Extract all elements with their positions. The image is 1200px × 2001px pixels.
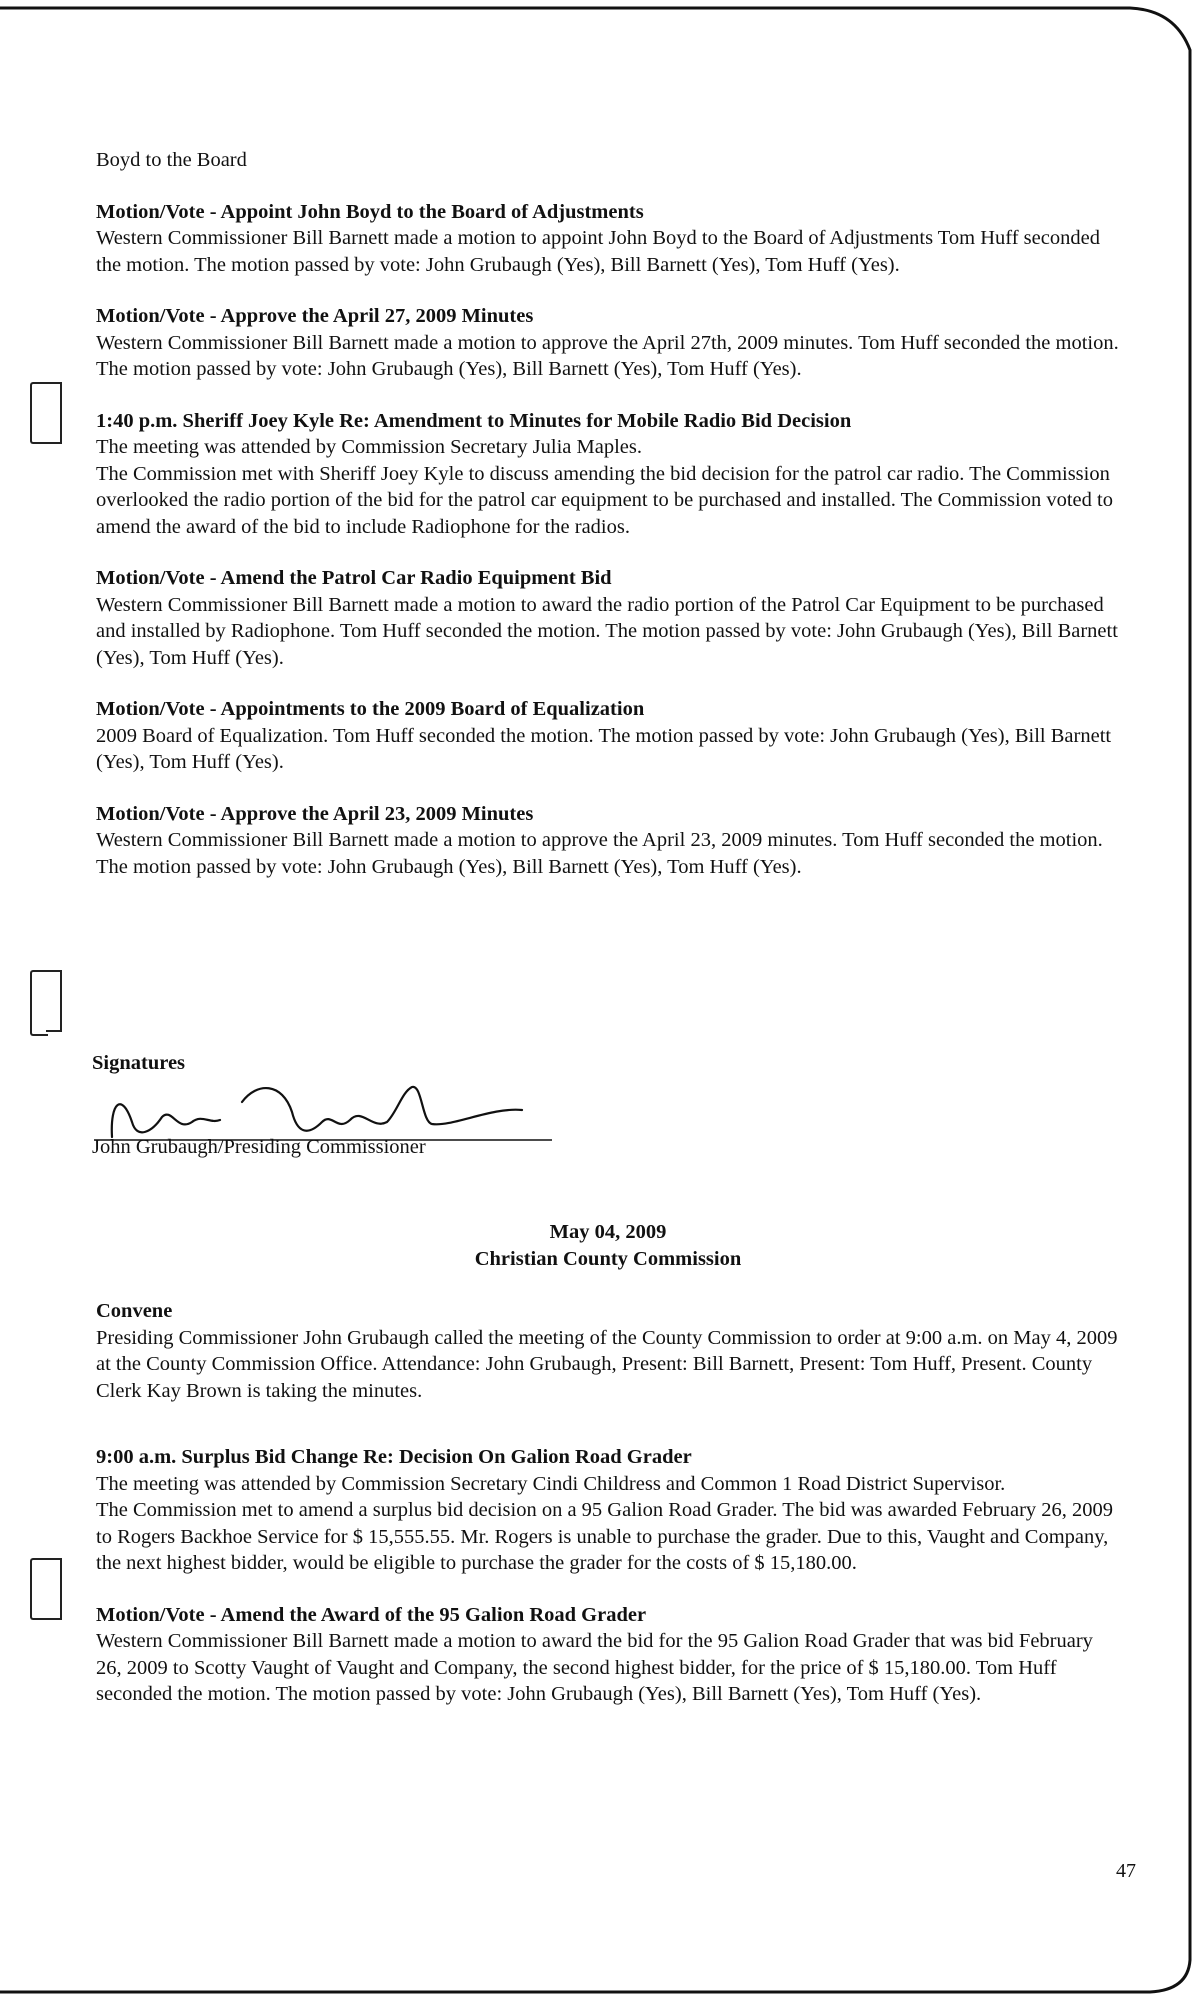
- minutes-section: [96, 408, 1120, 541]
- margin-bracket: [30, 382, 48, 444]
- page-text-bottom: [96, 1298, 1120, 1733]
- minutes-section: [96, 696, 1120, 776]
- signature-line-text: John Grubaugh/Presiding Commissioner: [92, 1136, 426, 1158]
- section-body: Western Commissioner Bill Barnett made a motion to award the bid for the 95 Galion Road Grader that was bid February 26, 2009 to Scotty Vaught of Vaught and Company, the second highest bidder, for the price of $ 15,180.00. Tom Huff seconded the motion. The motion passed by vote: John Grubaugh (Yes), Bill Barnett (Yes), Tom Huff (Yes).: [96, 1630, 1093, 1705]
- minutes-section: [96, 801, 1120, 881]
- section-body: The meeting was attended by Commission Secretary Julia Maples.: [96, 436, 642, 458]
- section-body: Western Commissioner Bill Barnett made a motion to approve the April 27th, 2009 minutes. Tom Huff seconded the motion. The motion passed by vote: John Grubaugh (Yes), Bill Barnett (Yes), Tom Huff (Yes).: [96, 331, 1119, 380]
- section-body: Presiding Commissioner John Grubaugh called the meeting of the County Commission to order at 9:00 a.m. on May 4, 2009 at the County Commission Office. Attendance: John Grubaugh, Present: Bill Barnett, Present: Tom Huff, Present. County Clerk Kay Brown is taking the minutes.: [96, 1326, 1118, 1402]
- section-heading: 9:00 a.m. Surplus Bid Change Re: Decision On Galion Road Grader: [96, 1446, 692, 1468]
- section-body: Western Commissioner Bill Barnett made a motion to appoint John Boyd to the Board of Adjustments Tom Huff seconded the motion. The motion passed by vote: John Grubaugh (Yes), Bill Barnett (Yes), Tom Huff (Yes).: [96, 227, 1100, 276]
- signatures-heading: Signatures: [92, 1052, 186, 1074]
- signature-block: [92, 1052, 572, 1172]
- minutes-section: [96, 199, 1120, 279]
- section-heading: Motion/Vote - Appointments to the 2009 Board of Equalization: [96, 698, 645, 720]
- section-heading: Convene: [96, 1300, 173, 1322]
- section-heading: Motion/Vote - Appoint John Boyd to the Board of Adjustments: [96, 200, 644, 223]
- section-heading: Motion/Vote - Approve the April 27, 2009 Minutes: [96, 305, 534, 327]
- section-body: Western Commissioner Bill Barnett made a motion to approve the April 23, 2009 minutes. Tom Huff seconded the motion. The motion passed by vote: John Grubaugh (Yes), Bill Barnett (Yes), Tom Huff (Yes).: [96, 829, 1103, 878]
- minutes-section: [96, 1602, 1120, 1708]
- meeting-title: Christian County Commission: [474, 1247, 742, 1270]
- margin-bracket: [30, 970, 48, 1036]
- section-heading: Motion/Vote - Amend the Patrol Car Radio Equipment Bid: [96, 567, 612, 589]
- minutes-section: [96, 1444, 1120, 1577]
- carry-text: Boyd to the Board: [96, 149, 247, 171]
- page-text-top: [96, 147, 1120, 905]
- section-body: The Commission met to amend a surplus bid decision on a 95 Galion Road Grader. The bid was awarded February 26, 2009 to Rogers Backhoe Service for $ 15,555.55. Mr. Rogers is unable to purchase the grader. Due to this, Vaught and Company, the next highest bidder, would be eligible to purchase the grader for the costs of $ 15,180.00.: [96, 1499, 1114, 1574]
- section-heading: 1:40 p.m. Sheriff Joey Kyle Re: Amendment to Minutes for Mobile Radio Bid Decision: [96, 409, 852, 432]
- meeting-header: [96, 1219, 1120, 1272]
- section-body: The Commission met with Sheriff Joey Kyle to discuss amending the bid decision for the patrol car radio. The Commission overlooked the radio portion of the bid for the patrol car equipment to be purchased and installed. The Commission voted to amend the award of the bid to include Radiophone for the radios.: [96, 462, 1113, 538]
- page-number: 47: [1116, 1860, 1136, 1882]
- section-heading: Motion/Vote - Approve the April 23, 2009 Minutes: [96, 802, 534, 825]
- meeting-date: May 04, 2009: [549, 1221, 667, 1243]
- minutes-section: [96, 303, 1120, 383]
- margin-bracket: [30, 1558, 48, 1620]
- section-body: 2009 Board of Equalization. Tom Huff seconded the motion. The motion passed by vote: John Grubaugh (Yes), Bill Barnett (Yes), Tom Huff (Yes).: [96, 724, 1112, 773]
- minutes-section: [96, 565, 1120, 671]
- section-heading: Motion/Vote - Amend the Award of the 95 Galion Road Grader: [96, 1603, 647, 1626]
- section-body: Western Commissioner Bill Barnett made a motion to award the radio portion of the Patrol Car Equipment to be purchased and installed by Radiophone. Tom Huff seconded the motion. The motion passed by vote: John Grubaugh (Yes), Bill Barnett (Yes), Tom Huff (Yes).: [96, 593, 1118, 669]
- minutes-section: [96, 1298, 1120, 1404]
- section-body: The meeting was attended by Commission Secretary Cindi Childress and Common 1 Road District Supervisor.: [96, 1472, 1006, 1495]
- carry-over-line: [96, 147, 1120, 174]
